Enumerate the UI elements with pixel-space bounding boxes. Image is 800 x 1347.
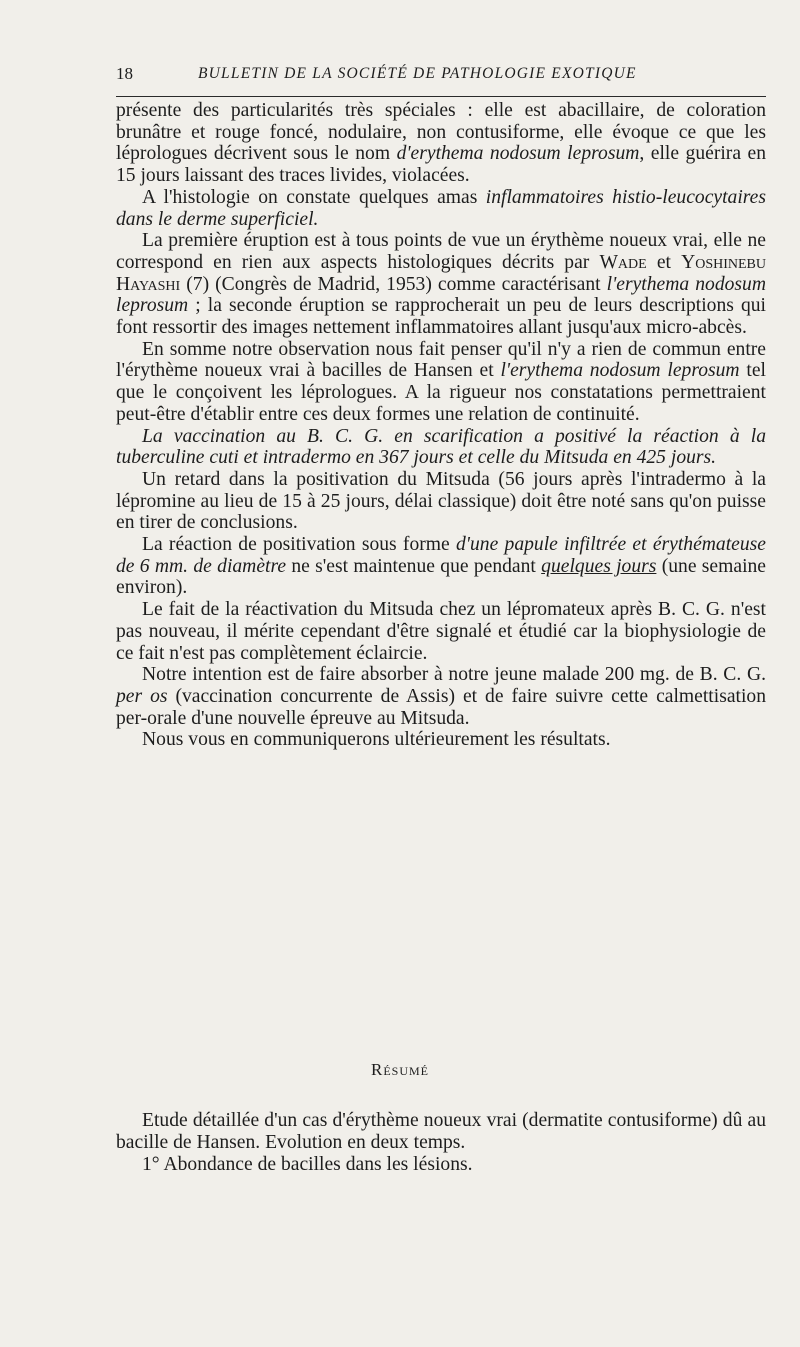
paragraph-2: A l'histologie on constate quelques amas inflammatoires histio-leucocytaires dans le derme superficiel.	[116, 186, 766, 230]
paragraph-7: La réaction de positivation sous forme d'une papule infiltrée et érythémateuse de 6 mm. de diamètre ne s'est maintenue que pendant quelques jours (une semaine environ).	[116, 534, 767, 599]
paragraph-5: La vaccination au B. C. G. en scarification a positivé la réaction à la tuberculine cuti et intradermo en 367 jours et celle du Mitsuda en 425 jours.	[116, 425, 766, 469]
summary-paragraph-2: 1° Abondance de bacilles dans les lésions.	[142, 1154, 473, 1175]
running-head	[116, 58, 766, 90]
author-name-wade: Wade	[599, 251, 647, 273]
header-rule	[116, 96, 766, 97]
summary-text	[116, 1110, 766, 1176]
page-number: 18	[116, 64, 133, 83]
paragraph-10: Nous vous en communiquerons ultérieurement les résultats.	[142, 729, 611, 751]
resume-heading: Résumé	[370, 1060, 429, 1079]
paragraph-4: En somme notre observation nous fait penser qu'il n'y a rien de commun entre l'érythème noueux vrai à bacilles de Hansen et l'erythema nodosum leprosum tel que le conçoivent les léprologues. A la rigueur nos constatations permettraient peut-être d'établir entre ces deux formes une relation de continuité.	[116, 338, 766, 425]
summary-paragraph-1: Etude détaillée d'un cas d'érythème noueux vrai (dermatite contusiforme) dû au bacille de Hansen. Evolution en deux temps.	[116, 1110, 766, 1153]
paragraph-9: Notre intention est de faire absorber à notre jeune malade 200 mg. de B. C. G. per os (vaccination concurrente de Assis) et de faire suivre cette calmettisation per-orale d'une nouvelle épreuve au Mitsuda.	[116, 664, 766, 729]
paragraph-1: présente des particularités très spéciales : elle est abacillaire, de coloration brunâtre et rouge foncé, nodulaire, non contusiforme, elle évoque ce que les léprologues décrivent sous le nom d'erythema nodosum leprosum, elle guérira en 15 jours laissant des traces livides, violacées.	[116, 100, 766, 187]
body-text	[116, 100, 766, 751]
paragraph-3: La première éruption est à tous points de vue un érythème noueux vrai, elle ne correspond en rien aux aspects histologiques décrits par Wade et Yoshinebu Hayashi (7) (Congrès de Madrid, 1953) comme caractérisant l'erythema nodosum leprosum ; la seconde éruption se rapprocherait un peu de leurs descriptions qui font ressortir des images nettement inflammatoires allant jusqu'aux micro-abcès.	[116, 230, 766, 339]
journal-title: BULLETIN DE LA SOCIÉTÉ DE PATHOLOGIE EXOTIQUE	[198, 65, 637, 82]
paragraph-8: Le fait de la réactivation du Mitsuda chez un lépromateux après B. C. G. n'est pas nouveau, il mérite cependant d'être signalé et étudié car la biophysiologie de ce fait n'est pas complètement éclaircie.	[116, 599, 766, 664]
author-name-hayashi: Yoshinebu Hayashi	[116, 251, 766, 295]
paragraph-6: Un retard dans la positivation du Mitsuda (56 jours après l'intradermo à la lépromine au lieu de 15 à 25 jours, délai classique) doit être noté sans qu'on puisse en tirer de conclusions.	[116, 468, 766, 534]
